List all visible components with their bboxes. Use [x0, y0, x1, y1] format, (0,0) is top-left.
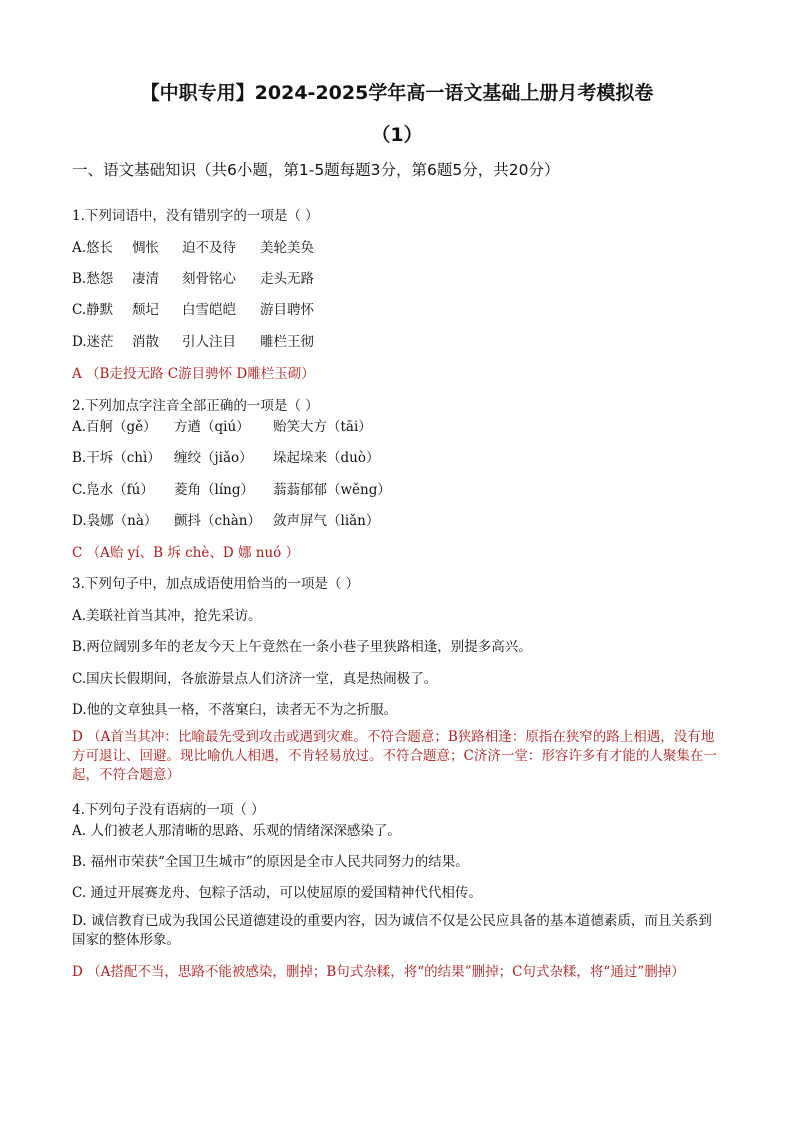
question-1-option-a: A.悠长 惆怅 迫不及待 美轮美奂	[72, 240, 314, 256]
question-2-option-a: A.百舸（gě） 方遒（qiú） 贻笑大方（tāi）	[72, 419, 372, 435]
question-3-option-d: D.他的文章独具一格，不落窠臼，读者无不为之折服。	[72, 702, 398, 718]
question-1-option-b: B.愁怨 凄清 刻骨铭心 走头无路	[72, 271, 314, 287]
document-title-number: （1）	[371, 124, 423, 146]
question-3-stem: 3.下列句子中，加点成语使用恰当的一项是（ ）	[72, 576, 360, 592]
question-3-option-c: C.国庆长假期间，各旅游景点人们济济一堂，真是热闹极了。	[72, 671, 438, 687]
question-3-option-b: B.两位阔别多年的老友今天上午竟然在一条小巷子里狭路相逢，别提多高兴。	[72, 639, 532, 655]
question-2-answer: C （A贻 yí、B 坼 chè、D 娜 nuó ）	[72, 545, 300, 561]
question-4-option-d: D. 诚信教育已成为我国公民道德建设的重要内容，因为诚信不仅是公民应具备的基本道德素质，而且关系到国家的整体形象。	[72, 913, 712, 948]
question-1-option-c: C.静默 颓圮 白雪皑皑 游目聘怀	[72, 302, 314, 318]
question-4-option-a: A. 人们被老人那清晰的思路、乐观的情绪深深感染了。	[72, 823, 401, 839]
question-2-option-c: C.凫水（fú） 菱角（líng） 蓊蓊郁郁（wěng）	[72, 482, 391, 498]
question-4-option-b: B. 福州市荣获“全国卫生城市”的原因是全市人民共同努力的结果。	[72, 854, 469, 870]
question-3-answer: D （A首当其冲：比喻最先受到攻击或遇到灾难。不符合题意；B狭路相逢：原指在狭窄的路上相遇，没有地方可退让、回避。现比喻仇人相遇，不肯轻易放过。不符合题意；C济济一堂：形容许多有才能的人聚集在一起，不符合题意）	[72, 729, 717, 783]
question-4-stem: 4.下列句子没有语病的一项（ ）	[72, 802, 265, 818]
question-2-option-d: D.袅娜（nà） 颤抖（chàn） 敛声屏气（liǎn）	[72, 513, 380, 529]
document-title: 【中职专用】2024-2025学年高一语文基础上册月考模拟卷	[140, 82, 654, 104]
question-1-option-d: D.迷茫 消散 引人注目 雕栏王彻	[72, 334, 314, 350]
question-2-option-b: B.干坼（chì） 缠绞（jiǎo） 垛起垛来（duò）	[72, 450, 380, 466]
question-4-answer: D （A搭配不当，思路不能被感染，删掉；B句式杂糅，将“的结果”删掉；C句式杂糅，将“通过”删掉）	[72, 964, 685, 980]
question-2-stem: 2.下列加点字注音全部正确的一项是（ ）	[72, 398, 319, 414]
question-4-option-c: C. 通过开展赛龙舟、包粽子活动，可以使屈原的爱国精神代代相传。	[72, 885, 482, 901]
question-3-option-a: A.美联社首当其冲，抢先采访。	[72, 608, 262, 624]
question-1-stem: 1.下列词语中，没有错别字的一项是（ ）	[72, 208, 319, 224]
question-1-answer: A （B走投无路 C游目骋怀 D雕栏玉砌）	[72, 366, 315, 382]
section-heading: 一、语文基础知识（共6小题，第1-5题每题3分，第6题5分，共20分）	[72, 161, 560, 179]
